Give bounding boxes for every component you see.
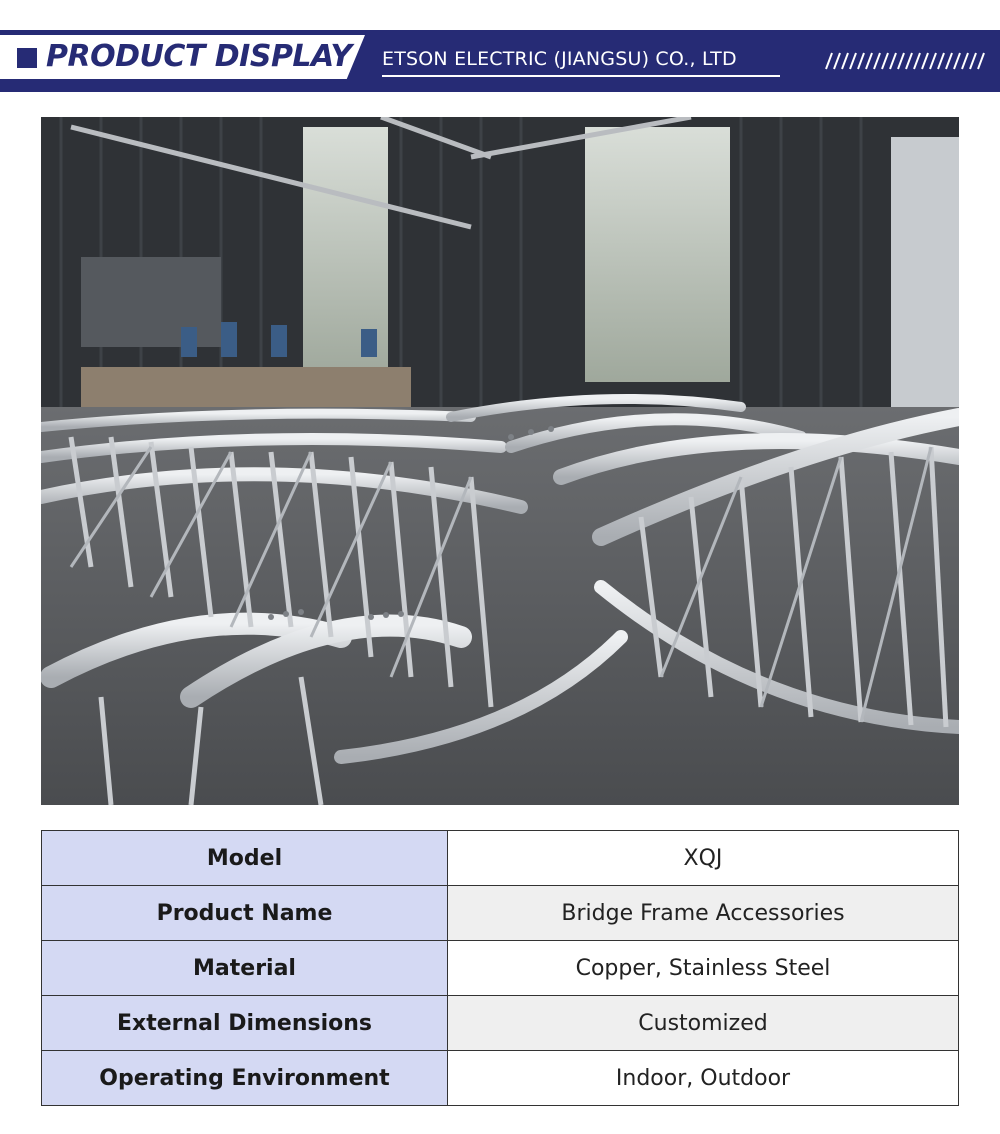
company-name: ETSON ELECTRIC (JIANGSU) CO., LTD: [382, 48, 737, 70]
company-underline: [382, 75, 780, 77]
table-row: [42, 941, 959, 996]
page-title: PRODUCT DISPLAY: [46, 39, 352, 74]
spec-label-model: Model: [42, 831, 448, 886]
spec-label-product-name: Product Name: [42, 886, 448, 941]
table-row: [42, 1051, 959, 1106]
spec-table: [41, 830, 959, 1106]
spec-value-material: Copper, Stainless Steel: [448, 941, 959, 996]
hatch-decoration-icon: [820, 52, 986, 70]
spec-label-external-dimensions: External Dimensions: [42, 996, 448, 1051]
table-row: [42, 831, 959, 886]
spec-value-operating-environment: Indoor, Outdoor: [448, 1051, 959, 1106]
spec-label-operating-environment: Operating Environment: [42, 1051, 448, 1106]
spec-value-model: XQJ: [448, 831, 959, 886]
spec-value-external-dimensions: Customized: [448, 996, 959, 1051]
product-photo: [41, 117, 959, 805]
table-row: [42, 886, 959, 941]
spec-label-material: Material: [42, 941, 448, 996]
table-row: [42, 996, 959, 1051]
square-bullet-icon: [17, 48, 37, 68]
spec-value-product-name: Bridge Frame Accessories: [448, 886, 959, 941]
